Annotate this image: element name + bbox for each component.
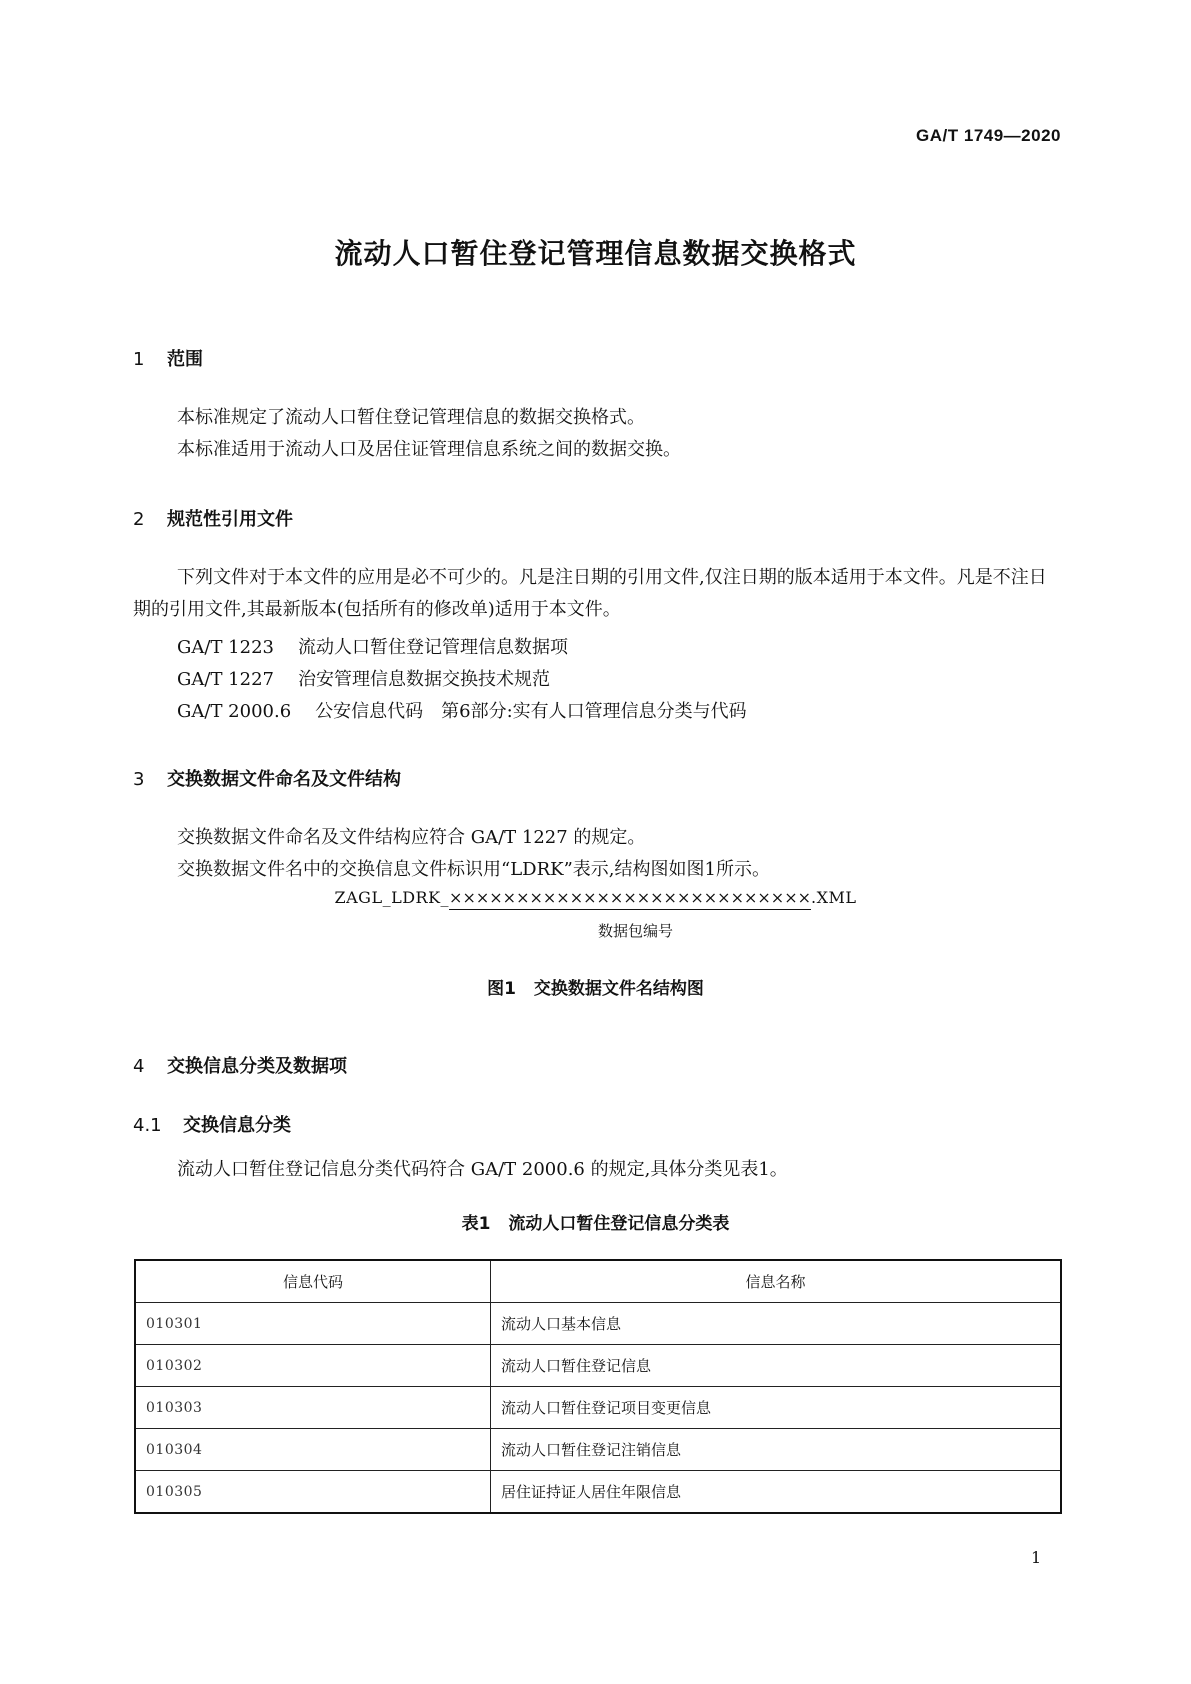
packet-number-placeholder: ×××××××××××××××××××××××××××: [449, 888, 811, 907]
normative-reference: [177, 697, 747, 723]
document-title: 流动人口暂住登记管理信息数据交换格式: [334, 237, 857, 270]
info-code-cell: 010304: [135, 1429, 491, 1471]
section-title: 交换信息分类及数据项: [167, 1056, 347, 1077]
info-code-cell: 010303: [135, 1387, 491, 1429]
figure-label: 图1: [487, 979, 516, 999]
table-header-row: [135, 1260, 1061, 1303]
paragraph: 交换数据文件名中的交换信息文件标识用“LDRK”表示,结构图如图1所示。: [177, 859, 770, 880]
column-header-name: 信息名称: [491, 1260, 1062, 1303]
section-1-heading: [133, 345, 203, 371]
section-number: 2: [133, 509, 145, 530]
reference-code: GA/T 1227: [177, 669, 274, 690]
paragraph: 本标准规定了流动人口暂住登记管理信息的数据交换格式。: [177, 407, 645, 428]
paragraph: 流动人口暂住登记信息分类代码符合 GA/T 2000.6 的规定,具体分类见表1。: [177, 1159, 788, 1180]
section-title: 范围: [167, 349, 203, 370]
normative-reference: [177, 665, 550, 691]
info-name-cell: 流动人口暂住登记注销信息: [491, 1429, 1062, 1471]
section-title: 交换数据文件命名及文件结构: [167, 769, 401, 790]
info-name-cell: 流动人口基本信息: [491, 1303, 1062, 1345]
table-row: [135, 1471, 1061, 1514]
section-3-heading: [133, 765, 401, 791]
page-number: 1: [1031, 1548, 1042, 1567]
paragraph: 本标准适用于流动人口及居住证管理信息系统之间的数据交换。: [177, 439, 681, 460]
info-name-cell: 流动人口暂住登记信息: [491, 1345, 1062, 1387]
info-name-cell: 居住证持证人居住年限信息: [491, 1471, 1062, 1514]
packet-number-label: 数据包编号: [598, 922, 674, 940]
section-number: 4: [133, 1056, 145, 1077]
normative-reference: [177, 633, 568, 659]
info-code-cell: 010301: [135, 1303, 491, 1345]
classification-table: [134, 1259, 1062, 1514]
paragraph: 交换数据文件命名及文件结构应符合 GA/T 1227 的规定。: [177, 827, 646, 848]
section-title: 规范性引用文件: [167, 509, 293, 530]
table-title: 流动人口暂住登记信息分类表: [508, 1214, 730, 1234]
section-number: 1: [133, 349, 145, 370]
table-row: [135, 1387, 1061, 1429]
info-code-cell: 010305: [135, 1471, 491, 1514]
reference-code: GA/T 2000.6: [177, 701, 292, 722]
reference-title: 流动人口暂住登记管理信息数据项: [297, 637, 568, 658]
info-code-cell: 010302: [135, 1345, 491, 1387]
column-header-code: 信息代码: [135, 1260, 491, 1303]
table-row: [135, 1345, 1061, 1387]
paragraph: 下列文件对于本文件的应用是必不可少的。凡是注日期的引用文件,仅注日期的版本适用于本文件。凡是不注日期的引用文件,其最新版本(包括所有的修改单)适用于本文件。: [133, 567, 1047, 620]
reference-title: 治安管理信息数据交换技术规范: [297, 669, 550, 690]
info-name-cell: 流动人口暂住登记项目变更信息: [491, 1387, 1062, 1429]
figure-title: 交换数据文件名结构图: [533, 979, 704, 999]
table-label: 表1: [461, 1214, 491, 1234]
table-row: [135, 1303, 1061, 1345]
section-number: 4.1: [133, 1115, 162, 1136]
table-row: [135, 1429, 1061, 1471]
figure-caption: [0, 974, 1191, 999]
section-2-heading: [133, 505, 293, 531]
file-name-suffix: .XML: [811, 888, 857, 907]
reference-code: GA/T 1223: [177, 637, 274, 658]
table-caption: [0, 1209, 1191, 1234]
subsection-4-1-heading: [133, 1111, 291, 1137]
file-name-prefix: ZAGL_LDRK_: [334, 888, 450, 907]
section-title: 交换信息分类: [183, 1115, 291, 1136]
section-4-heading: [133, 1052, 347, 1078]
section-number: 3: [133, 769, 145, 790]
file-name-structure: [0, 888, 1191, 907]
standard-code: GA/T 1749—2020: [916, 126, 1061, 145]
reference-title: 公安信息代码 第6部分:实有人口管理信息分类与代码: [315, 701, 747, 722]
